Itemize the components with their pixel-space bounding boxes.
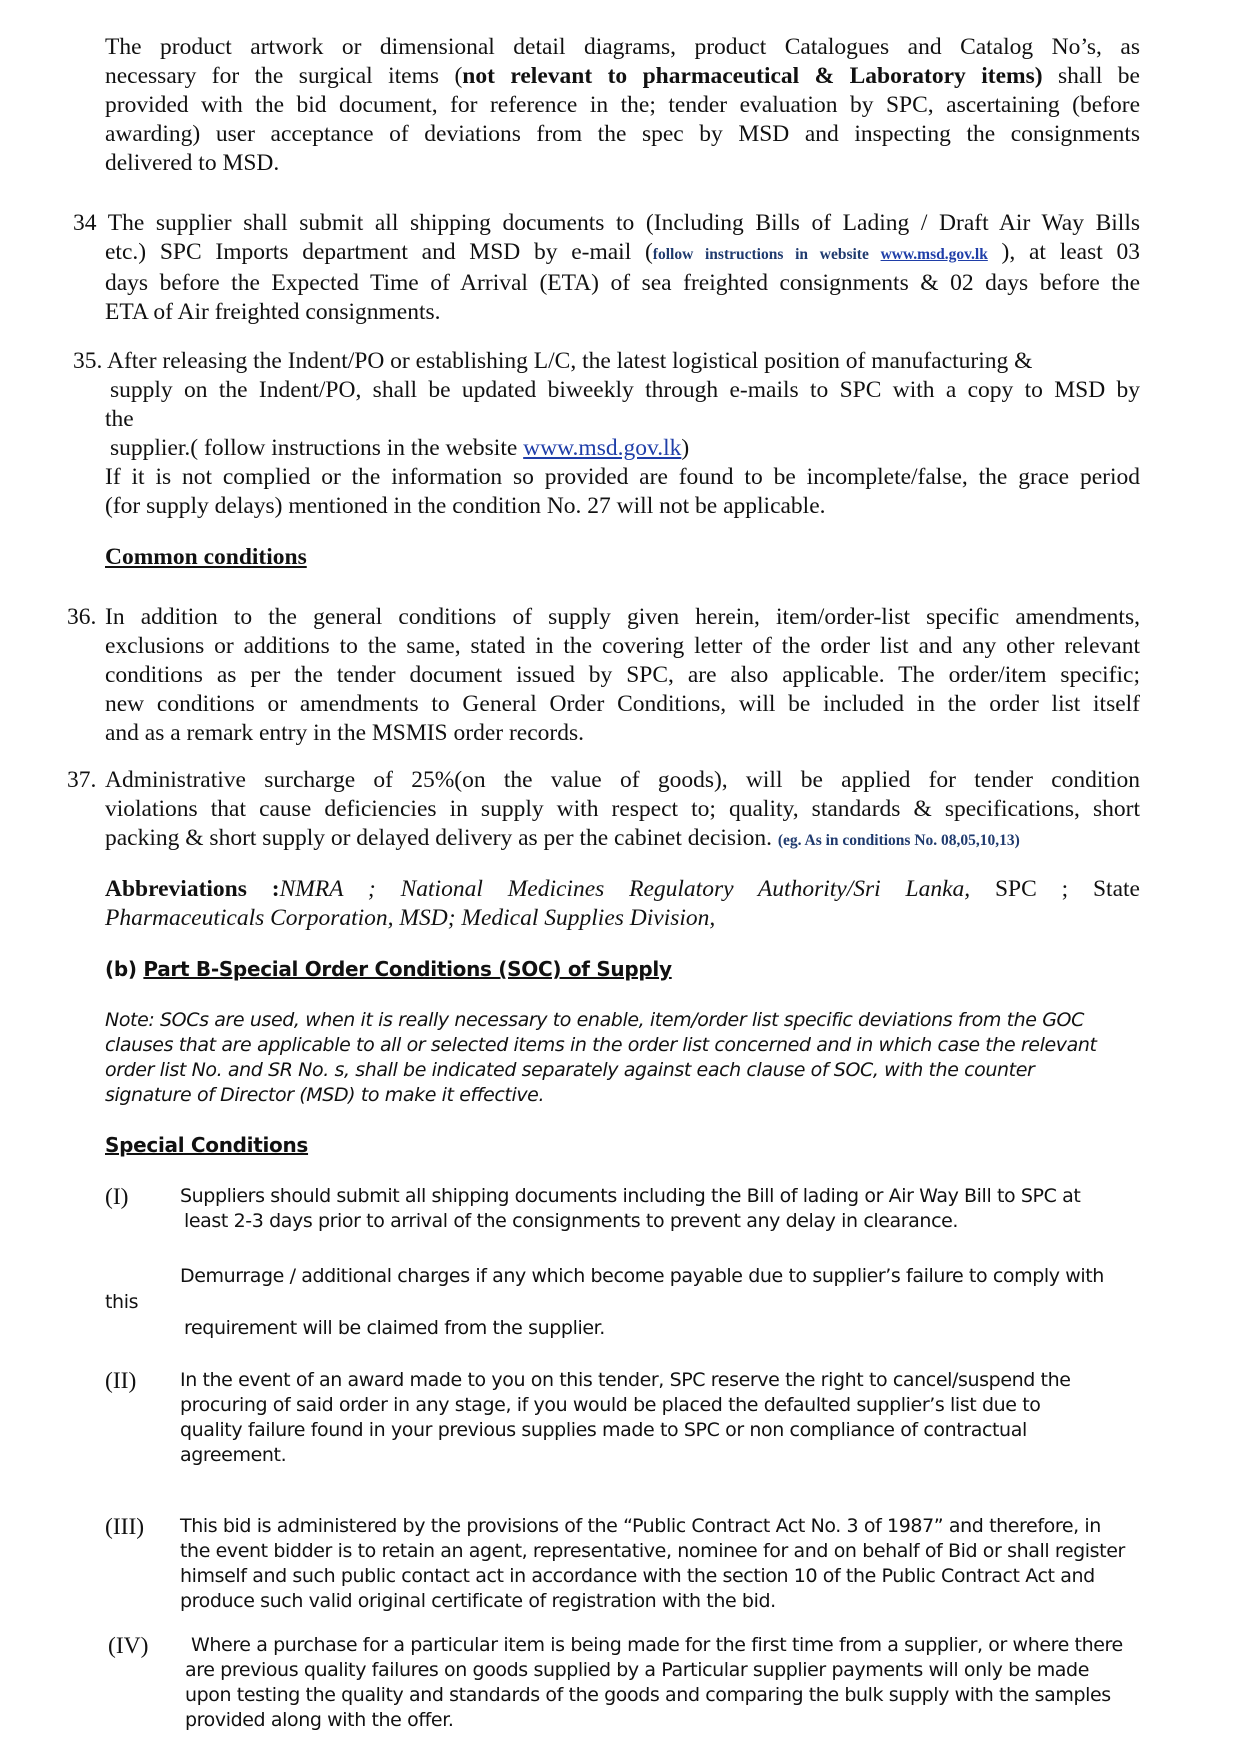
special-iv-line-4: provided along with the offer. <box>185 1709 454 1731</box>
special-i-body <box>180 1184 1140 1234</box>
special-iii-line-2: the event bidder is to retain an agent, representative, nominee for and on behalf of Bid or shall register <box>180 1540 1125 1562</box>
special-iii-line-4: produce such valid original certificate of registration with the bid. <box>180 1590 776 1612</box>
clause-36-line-4: new conditions or amendments to General Order Conditions, will be included in the order list itself <box>105 691 1140 717</box>
clause-37-line-2: violations that cause deficiencies in supply with respect to; quality, standards & specifications, short <box>105 796 1140 822</box>
clause-35-line-4: supplier.( follow instructions in the website www.msd.gov.lk) <box>110 435 690 461</box>
special-iv-line-2: are previous quality failures on goods supplied by a Particular supplier payments will only be made <box>185 1659 1089 1681</box>
special-iii-body <box>180 1514 1140 1614</box>
special-i-line-2: least 2-3 days prior to arrival of the consignments to prevent any delay in clearance. <box>184 1210 959 1232</box>
special-i-line-4: this <box>105 1291 139 1313</box>
intro-bold-text: not relevant to pharmaceutical & Laboratory items) <box>462 63 1043 89</box>
special-i-line-3: Demurrage / additional charges if any which become payable due to supplier’s failure to comply with <box>180 1265 1104 1287</box>
clause-36-body <box>105 603 1140 748</box>
clause-35-line-3: the <box>105 406 134 432</box>
clause-36-line-5: and as a remark entry in the MSMIS order records. <box>105 720 584 746</box>
clause-34-line-3: days before the Expected Time of Arrival (ETA) of sea freighted consignments & 02 days before the <box>105 270 1140 296</box>
abbreviations-line-2: Pharmaceuticals Corporation, MSD; Medical Supplies Division, <box>105 905 716 931</box>
clause-36-number: 36. <box>67 604 97 630</box>
special-i-line-5: requirement will be claimed from the supplier. <box>184 1317 605 1339</box>
msd-website-link[interactable]: www.msd.gov.lk <box>880 246 988 263</box>
part-b-title: Part B-Special Order Conditions (SOC) of Supply <box>143 957 672 981</box>
special-ii-line-2: procuring of said order in any stage, if you would be placed the defaulted supplier’s list due to <box>180 1394 1041 1416</box>
special-i-line-1: Suppliers should submit all shipping documents including the Bill of lading or Air Way Bill to SPC at <box>180 1185 1081 1207</box>
special-iii-line-1: This bid is administered by the provisions of the “Public Contract Act No. 3 of 1987” and therefore, in <box>180 1515 1101 1537</box>
abbreviations-label: Abbreviations : <box>105 876 280 902</box>
special-iv-line-1: Where a purchase for a particular item is being made for the first time from a supplier, or where there <box>191 1634 1123 1656</box>
special-ii-line-4: agreement. <box>180 1444 287 1466</box>
clause-34-line-1: 34 The supplier shall submit all shipping documents to (Including Bills of Lading / Draft Air Way Bills <box>73 210 1141 236</box>
special-iii-label: (III) <box>105 1514 145 1540</box>
clause-35 <box>73 347 1140 376</box>
note-line-4: signature of Director (MSD) to make it effective. <box>105 1084 545 1106</box>
clause-34-line-2: etc.) SPC Imports department and MSD by e-mail (follow instructions in website www.msd.gov.lk ), at least 03 <box>105 239 1140 265</box>
special-ii-body <box>180 1368 1140 1468</box>
clause-35-line-1: 35. After releasing the Indent/PO or establishing L/C, the latest logistical position of manufacturing & <box>73 348 1033 374</box>
clause-34-line-4: ETA of Air freighted consignments. <box>105 299 441 325</box>
part-b-heading: (b) Part B-Special Order Conditions (SOC) of Supply <box>105 957 672 981</box>
note-block <box>105 1008 1140 1108</box>
msd-website-link-2[interactable]: www.msd.gov.lk <box>523 435 682 461</box>
special-conditions-heading: Special Conditions <box>105 1133 309 1157</box>
clause-36-line-2: exclusions or additions to the same, stated in the covering letter of the order list and any other relevant <box>105 633 1140 659</box>
clause-37-body <box>105 766 1140 855</box>
intro-line-4: awarding) user acceptance of deviations from the spec by MSD and inspecting the consignments <box>105 121 1140 147</box>
special-iv-line-3: upon testing the quality and standards of the goods and comparing the bulk supply with the samples <box>185 1684 1111 1706</box>
special-ii-label: (II) <box>105 1368 137 1394</box>
clause-34-body <box>105 238 1140 327</box>
intro-line-3: provided with the bid document, for reference in the; tender evaluation by SPC, ascertaining (before <box>105 92 1140 118</box>
intro-line-5: delivered to MSD. <box>105 150 280 176</box>
special-ii-line-1: In the event of an award made to you on this tender, SPC reserve the right to cancel/suspend the <box>180 1369 1071 1391</box>
note-line-2: clauses that are applicable to all or selected items in the order list concerned and in which case the relevant <box>105 1034 1097 1056</box>
clause-37-line-1: Administrative surcharge of 25%(on the value of goods), will be applied for tender condition <box>105 767 1140 793</box>
special-iii-line-3: himself and such public contact act in accordance with the section 10 of the Public Contract Act and <box>180 1565 1095 1587</box>
abbreviations-line-1: Abbreviations :NMRA ; National Medicines Regulatory Authority/Sri Lanka, SPC ; State <box>105 876 1140 902</box>
clause-37-reference: (eg. As in conditions No. 08,05,10,13) <box>777 832 1020 849</box>
common-conditions-heading: Common conditions <box>105 544 307 570</box>
intro-paragraph <box>105 33 1140 178</box>
clause-35-line-2: supply on the Indent/PO, shall be updated biweekly through e-mails to SPC with a copy to MSD by <box>110 377 1140 403</box>
intro-line-2: necessary for the surgical items (not relevant to pharmaceutical & Laboratory items) shall be <box>105 63 1140 89</box>
note-line-3: order list No. and SR No. s, shall be indicated separately against each clause of SOC, with the counter <box>105 1059 1035 1081</box>
special-ii-line-3: quality failure found in your previous supplies made to SPC or non compliance of contractual <box>180 1419 1027 1441</box>
clause-37-number: 37. <box>67 767 97 793</box>
clause-36-line-1: In addition to the general conditions of supply given herein, item/order-list specific amendments, <box>105 604 1140 630</box>
clause-35-body <box>105 376 1140 521</box>
clause-34-number: 34 <box>73 210 97 236</box>
special-iv-body <box>185 1633 1140 1733</box>
intro-line-1: The product artwork or dimensional detail diagrams, product Catalogues and Catalog No’s, as <box>105 34 1140 60</box>
note-line-1: Note: SOCs are used, when it is really necessary to enable, item/order list specific deviations from the GOC <box>105 1009 1084 1031</box>
clause-35-line-5: If it is not complied or the information so provided are found to be incomplete/false, the grace period <box>105 464 1140 490</box>
clause-36-line-3: conditions as per the tender document issued by SPC, are also applicable. The order/item specific; <box>105 662 1140 688</box>
abbreviations <box>105 875 1140 933</box>
clause-35-number: 35. <box>73 348 103 374</box>
special-i-label: (I) <box>105 1184 129 1210</box>
clause-35-line-6: (for supply delays) mentioned in the condition No. 27 will not be applicable. <box>105 493 826 519</box>
clause-34 <box>73 209 1140 238</box>
clause-37-line-3: packing & short supply or delayed delivery as per the cabinet decision. (eg. As in conditions No. 08,05,10,13) <box>105 825 1020 851</box>
special-iv-label: (IV) <box>108 1633 149 1659</box>
